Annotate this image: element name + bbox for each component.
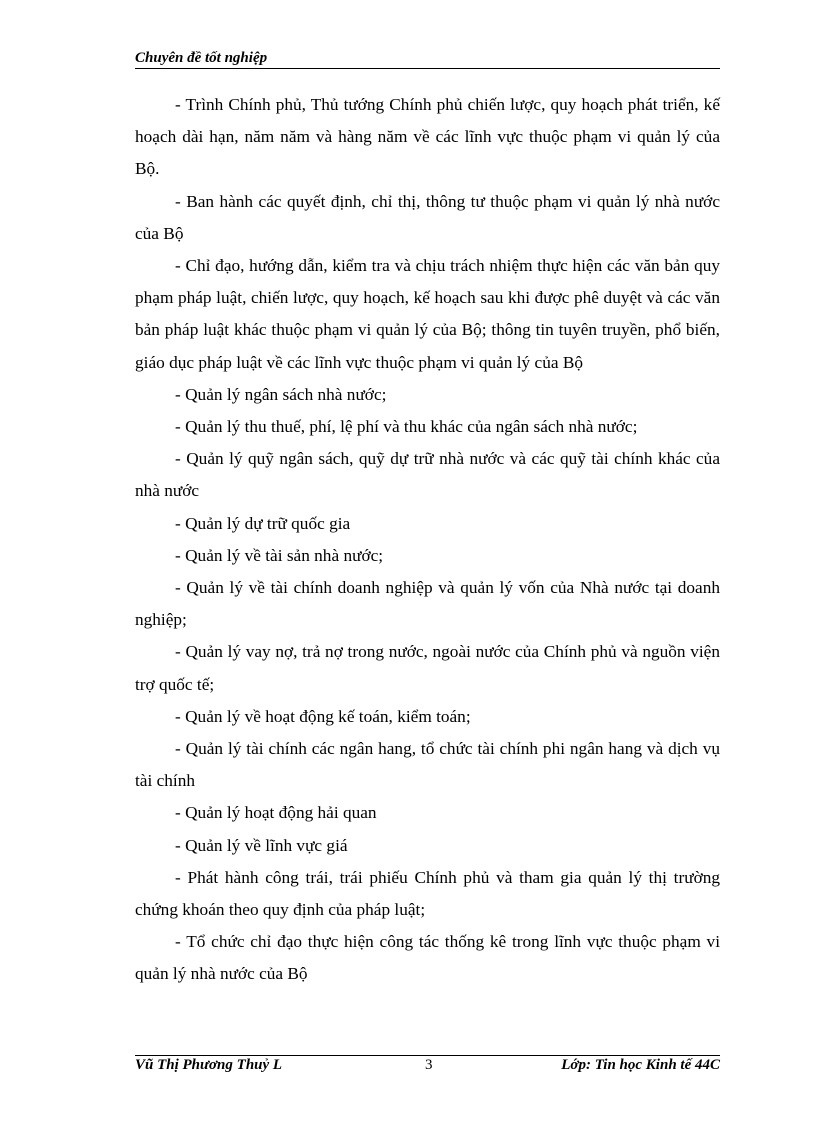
footer-class-label: Lớp: Tin học Kinh tế 44C: [561, 1057, 720, 1073]
header-title: Chuyên đề tốt nghiệp: [135, 50, 268, 66]
list-item: - Quản lý dự trữ quốc gia: [175, 513, 351, 533]
list-item: - Trình Chính phủ, Thủ tướng Chính phủ chiến lược, quy hoạch phát triển, kế hoạch dài hạn, năm năm và hàng năm về các lĩnh vực thuộc phạm vi quản lý của Bộ.: [135, 95, 720, 179]
header-divider: [135, 68, 720, 69]
page-number: 3: [425, 1057, 433, 1073]
list-item: - Quản lý thu thuế, phí, lệ phí và thu khác của ngân sách nhà nước;: [175, 417, 638, 437]
list-item: - Quản lý hoạt động hải quan: [175, 803, 377, 823]
list-item: - Quản lý tài chính các ngân hang, tổ chức tài chính phi ngân hang và dịch vụ tài chính: [135, 739, 720, 791]
footer-author: Vũ Thị Phương Thuỷ L: [135, 1057, 283, 1073]
list-item: - Quản lý ngân sách nhà nước;: [175, 384, 387, 404]
list-item: - Phát hành công trái, trái phiếu Chính phủ và tham gia quản lý thị trường chứng khoán theo quy định của pháp luật;: [135, 867, 720, 920]
list-item: - Quản lý về lĩnh vực giá: [175, 835, 348, 855]
list-item: - Quản lý về tài chính doanh nghiệp và quản lý vốn của Nhà nước tại doanh nghiệp;: [135, 578, 720, 630]
list-item: - Quản lý quỹ ngân sách, quỹ dự trữ nhà nước và các quỹ tài chính khác của nhà nước: [135, 449, 720, 501]
document-body: [135, 89, 720, 991]
list-item: - Chỉ đạo, hướng dẫn, kiểm tra và chịu trách nhiệm thực hiện các văn bản quy phạm pháp luật, chiến lược, quy hoạch, kế hoạch sau khi được phê duyệt và các văn bản pháp luật khác thuộc phạm vi quản lý của Bộ; thông tin tuyên truyền, phổ biến, giáo dục pháp luật về các lĩnh vực thuộc phạm vi quản lý của Bộ: [135, 256, 720, 372]
list-item: - Quản lý về tài sản nhà nước;: [175, 545, 384, 565]
list-item: - Quản lý vay nợ, trả nợ trong nước, ngoài nước của Chính phủ và nguồn viện trợ quốc tế;: [135, 642, 720, 694]
page-footer: [135, 1057, 720, 1077]
list-item: - Tổ chức chỉ đạo thực hiện công tác thống kê trong lĩnh vực thuộc phạm vi quản lý nhà nước của Bộ: [135, 932, 720, 984]
footer-divider: [135, 1055, 720, 1056]
list-item: - Quản lý về hoạt động kế toán, kiểm toán;: [175, 706, 471, 726]
list-item: - Ban hành các quyết định, chỉ thị, thông tư thuộc phạm vi quản lý nhà nước của Bộ: [135, 191, 720, 243]
